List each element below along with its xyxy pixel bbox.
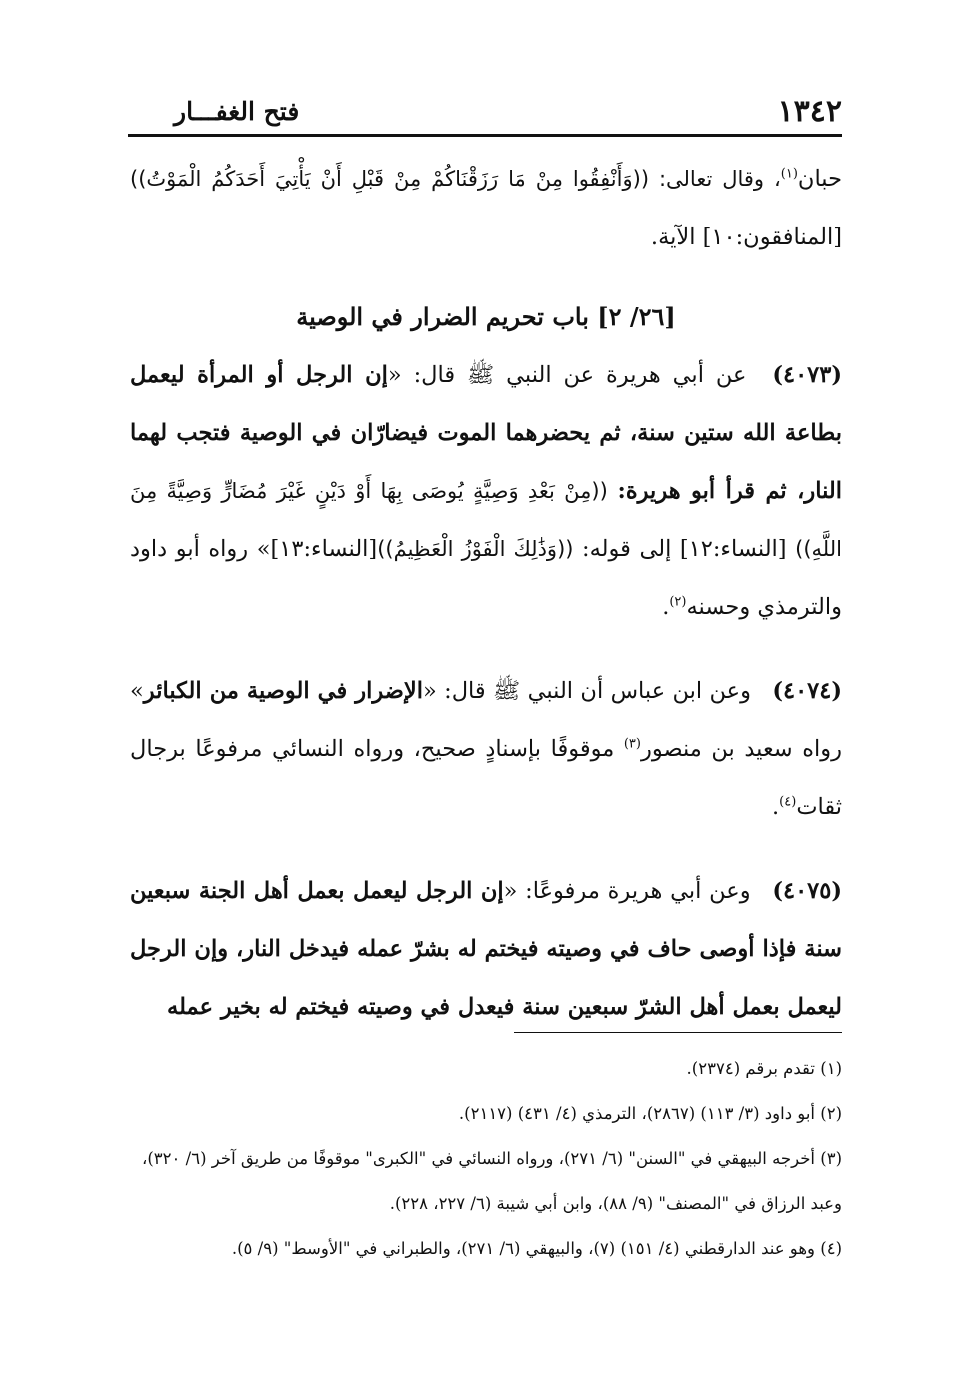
footnote-2: (٢) أبو داود (٣/ ١١٣) (٢٨٦٧)، الترمذي (٤/ ٤٣١) (٢١١٧). <box>458 1104 842 1123</box>
hadith-intro: عن أبي هريرة عن النبي ﷺ قال: « <box>387 362 747 388</box>
page-number: ١٣٤٢ <box>777 94 842 129</box>
hadith-source: » رواه سعيد بن منصور <box>130 678 842 762</box>
hadith-4074: (٤٠٧٤) وعن ابن عباس أن النبي ﷺ قال: «الإضرار في الوصية من الكبائر» رواه سعيد بن منصور$^{(٣)}$ موقوفًا بإسنادٍ صحيح، ورواه النسائي مرفوعًا برجال ثقات$^{(٤)}$. <box>130 678 842 820</box>
footnote-4: (٤) وهو عند الدارقطني (٤/ ١٥١) (٧)، والبيهقي (٦/ ٢٧١)، والطبراني في "الأوسط" (٩/ ٥). <box>231 1239 842 1258</box>
hadith-source: » رواه أبو داود والترمذي وحسنه <box>130 536 842 620</box>
running-title: فتح الغفـــار <box>174 97 300 126</box>
hadith-4073: (٤٠٧٣) عن أبي هريرة عن النبي ﷺ قال: «إن الرجل أو المرأة ليعمل بطاعة الله ستين سنة، ثم يحضرهما الموت فيضارّان في الوصية فتجب لهما النار، ثم قرأ أبو هريرة: ((مِنْ بَعْدِ وَصِيَّةٍ يُوصَى بِهَا أَوْ دَيْنٍ غَيْرَ مُضَارٍّ وَصِيَّةً مِنَ اللَّهِ)) [النساء:١٢] إلى قوله: ((وَذَٰلِكَ الْفَوْزُ الْعَظِيمُ))[النساء:١٣]» رواه أبو داود والترمذي وحسنه$^{(٢)}$. <box>130 362 843 620</box>
verse-reference: [النساء:١٣] <box>270 536 378 562</box>
hadith-text: إن الرجل أو المرأة ليعمل بطاعة الله ستين سنة، ثم يحضرهما الموت فيضارّان في الوصية فتجب لهما النار، ثم قرأ أبو هريرة: <box>130 362 843 504</box>
intro-text: حبان <box>797 166 842 192</box>
hadith-number: (٤٠٧٤) <box>772 678 842 704</box>
hadith-text: إن الرجل ليعمل بعمل أهل الجنة سبعين سنة فإذا أوصى حاف في وصيته فيختم له بشرّ عمله فيدخل النار، وإن الرجل ليعمل بعمل أهل الشرّ سبعين سنة فيعدل في وصيته فيختم له بخير عمله <box>130 878 842 1020</box>
hadith-intro: وعن أبي هريرة مرفوعًا: « <box>503 878 751 904</box>
footnote-ref-3: (٣) <box>623 736 641 752</box>
intro-reference: [المنافقون:١٠] الآية. <box>650 224 842 250</box>
hadith-4075 <box>130 862 842 1036</box>
chapter-heading: [٢٦/ ٢] باب تحريم الضرار في الوصية <box>296 302 676 331</box>
hadith-source: موقوفًا بإسنادٍ صحيح، ورواه النسائي مرفوعًا برجال ثقات <box>130 736 842 820</box>
quran-verse: ((مِنْ بَعْدِ وَصِيَّةٍ يُوصَى بِهَا أَوْ دَيْنٍ غَيْرَ مُضَارٍّ وَصِيَّةً مِنَ اللَّهِ)) <box>130 479 842 561</box>
main-text <box>130 150 842 1036</box>
footnote-ref-2: (٢) <box>669 594 687 610</box>
footnote-3: (٣) أخرجه البيهقي في "السنن" (٦/ ٢٧١)، ورواه النسائي في "الكبرى" موقوفًا من طريق آخر (٦/ ٣٢٠)، وعبد الرزاق في "المصنف" (٩/ ٨٨)، وابن أبي شيبة (٦/ ٢٢٧، ٢٢٨). <box>142 1149 842 1213</box>
hadith-intro: وعن ابن عباس أن النبي ﷺ قال: « <box>422 678 751 704</box>
header-rule <box>128 134 842 137</box>
page-header <box>128 92 842 132</box>
footnote-ref-4: (٤) <box>779 794 797 810</box>
hadith-text: الإضرار في الوصية من الكبائر <box>143 678 423 704</box>
hadith-number: (٤٠٧٣) <box>772 362 843 388</box>
quran-verse: ، وقال تعالى: ((وَأَنْفِقُوا مِنْ مَا رَزَقْنَاكُمْ مِنْ قَبْلِ أَنْ يَأْتِيَ أَحَدَكُمُ الْمَوْتُ)) <box>130 167 781 191</box>
verse-reference: [النساء:١٢] إلى قوله: <box>582 536 787 562</box>
quran-verse: ((وَذَٰلِكَ الْفَوْزُ الْعَظِيمُ)) <box>377 537 574 561</box>
footnote-1: (١) تقدم برقم (٢٣٧٤). <box>686 1059 842 1078</box>
footnotes <box>128 1046 842 1271</box>
footnote-separator <box>514 1032 842 1033</box>
hadith-number: (٤٠٧٥) <box>772 878 842 904</box>
intro-paragraph <box>130 150 842 266</box>
footnote-ref-1: (١) <box>780 166 798 182</box>
